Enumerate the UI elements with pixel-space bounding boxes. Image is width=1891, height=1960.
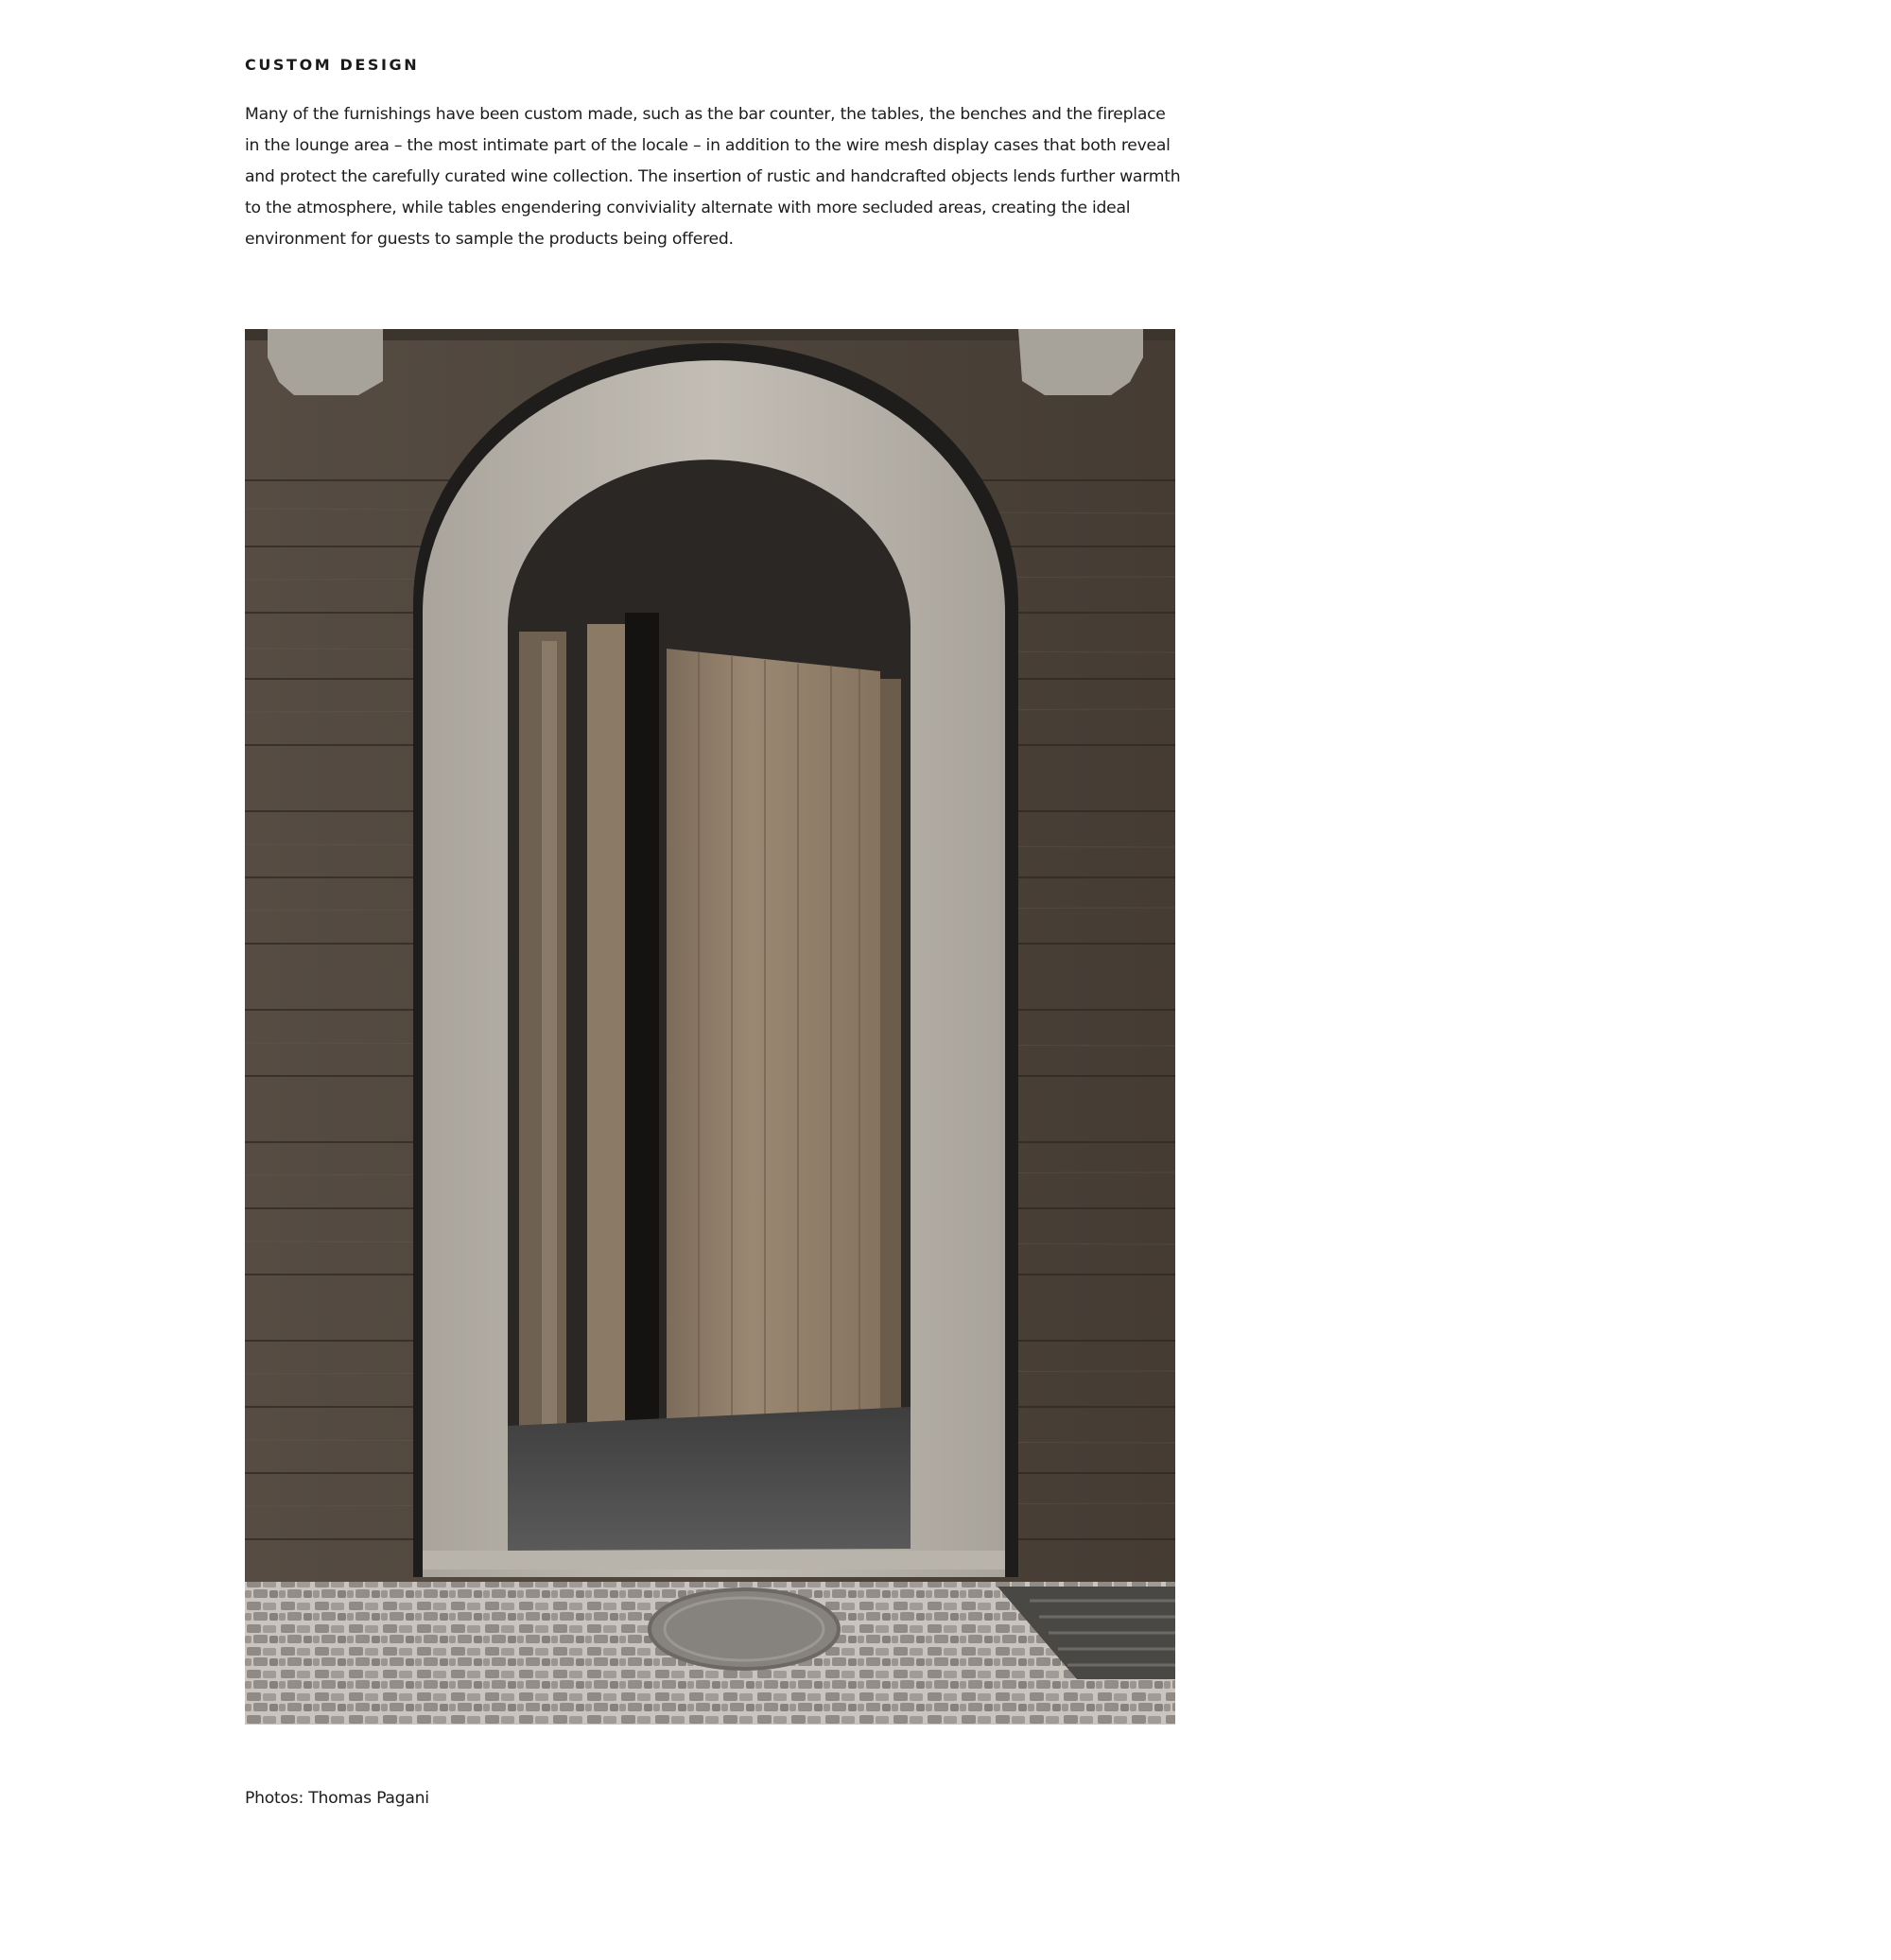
arched-doorway-photo [245, 329, 1175, 1725]
body-paragraph: Many of the furnishings have been custom made, such as the bar counter, the tables, the benches and the fireplace in the lounge area – the most intimate part of the locale – in addition to the wire mesh display cases that both reveal and protect the carefully curated wine collection. The insertion of rustic and handcrafted objects lends further warmth to the atmosphere, while tables engendering conviviality alternate with more secluded areas, creating the ideal environment for guests to sample the products being offered. [245, 105, 1181, 249]
section-heading: CUSTOM DESIGN [245, 56, 420, 74]
photo-credit: Photos: Thomas Pagani [245, 1789, 429, 1808]
